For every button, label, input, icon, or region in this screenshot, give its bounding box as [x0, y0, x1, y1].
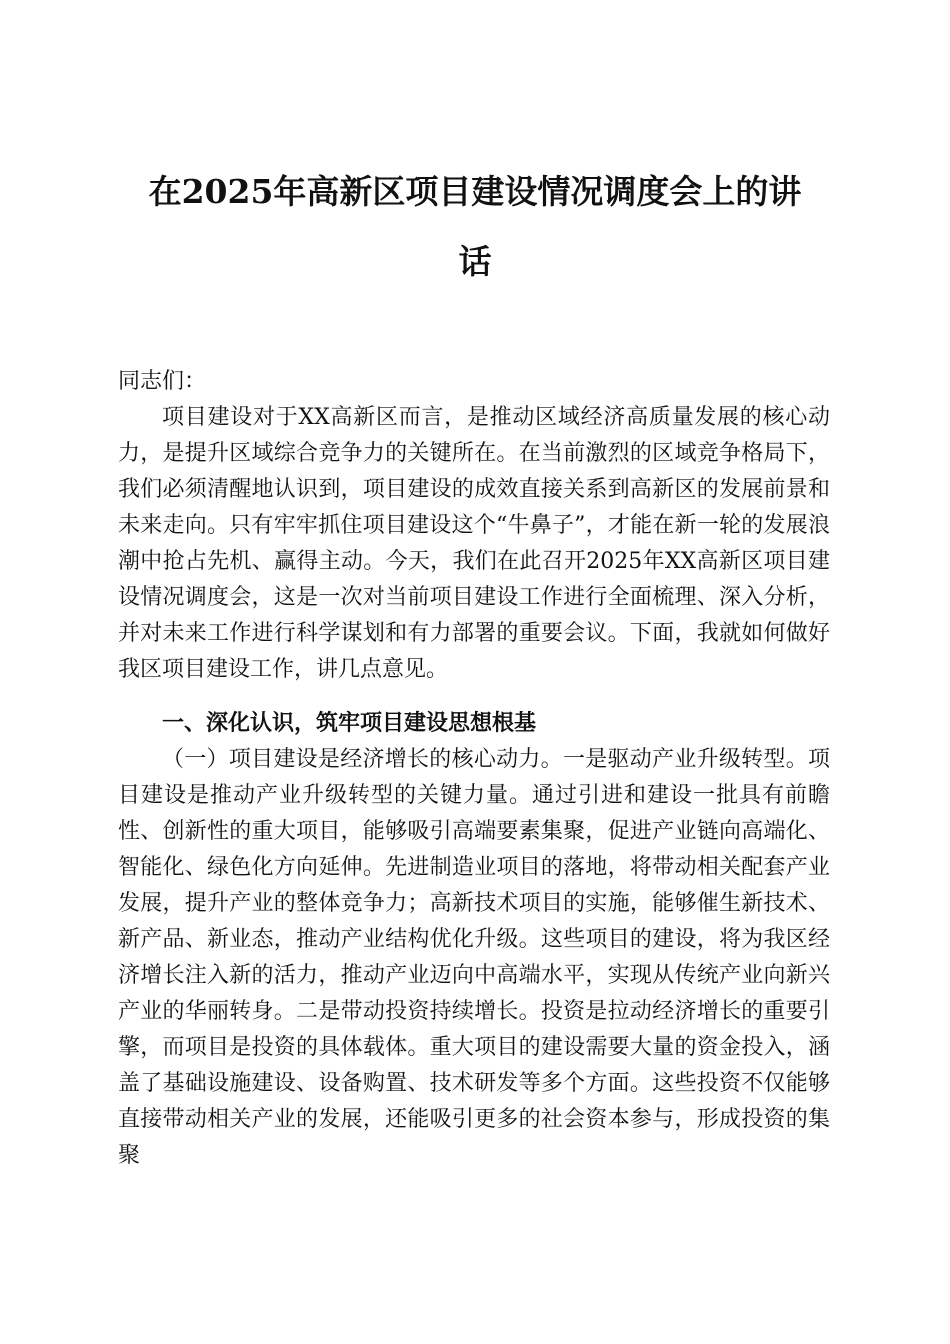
greeting: 同志们： [118, 369, 207, 394]
greeting-block [118, 364, 830, 400]
document-title-line-2: 话 [458, 242, 492, 281]
paragraph-2-block [118, 742, 830, 1174]
paragraph-2: （一）项目建设是经济增长的核心动力。一是驱动产业升级转型。项目建设是推动产业升级转型的关键力量。通过引进和建设一批具有前瞻性、创新性的重大项目，能够吸引高端要素集聚，促进产业链向高端化、智能化、绿色化方向延伸。先进制造业项目的落地，将带动相关配套产业发展，提升产业的整体竞争力；高新技术项目的实施，能够催生新技术、新产品、新业态，推动产业结构优化升级。这些项目的建设，将为我区经济增长注入新的活力，推动产业迈向中高端水平，实现从传统产业向新兴产业的华丽转身。二是带动投资持续增长。投资是拉动经济增长的重要引擎，而项目是投资的具体载体。重大项目的建设需要大量的资金投入，涵盖了基础设施建设、设备购置、技术研发等多个方面。这些投资不仅能够直接带动相关产业的发展，还能吸引更多的社会资本参与，形成投资的集聚 [118, 747, 830, 1168]
paragraph-1: 项目建设对于XX高新区而言，是推动区域经济高质量发展的核心动力，是提升区域综合竞争力的关键所在。在当前激烈的区域竞争格局下，我们必须清醒地认识到，项目建设的成效直接关系到高新区的发展前景和未来走向。只有牢牢抓住项目建设这个“牛鼻子”，才能在新一轮的发展浪潮中抢占先机、赢得主动。今天，我们在此召开2025年XX高新区项目建设情况调度会，这是一次对当前项目建设工作进行全面梳理、深入分析，并对未来工作进行科学谋划和有力部署的重要会议。下面，我就如何做好我区项目建设工作，讲几点意见。 [118, 405, 830, 682]
document-title-line-1: 在2025年高新区项目建设情况调度会上的讲 [148, 172, 802, 211]
paragraph-1-block [118, 400, 830, 688]
section-heading-1: 一、深化认识，筑牢项目建设思想根基 [162, 711, 537, 736]
